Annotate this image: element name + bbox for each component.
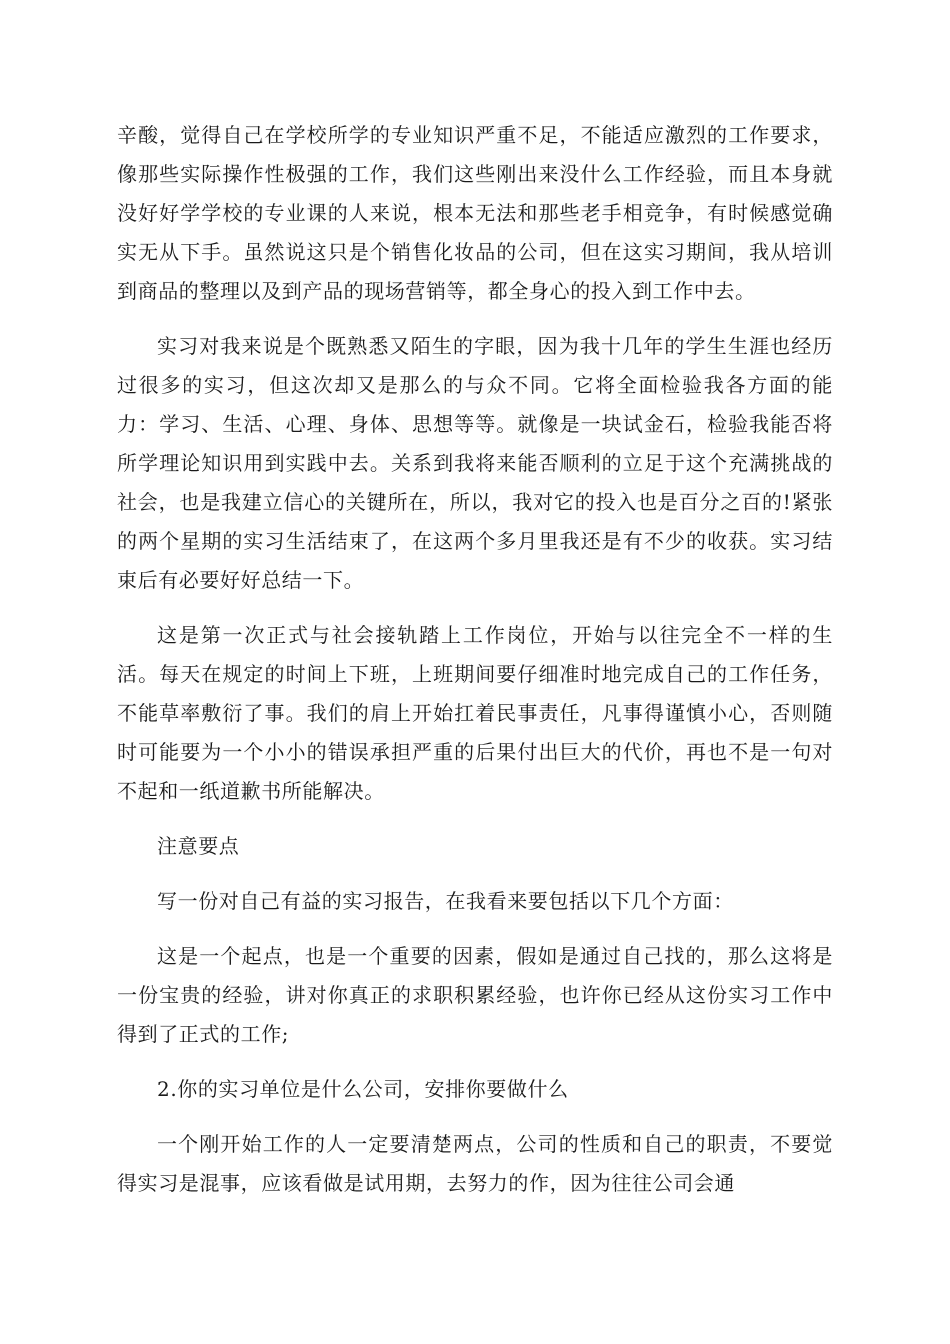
paragraph-2: 实习对我来说是个既熟悉又陌生的字眼，因为我十几年的学生生涯也经历过很多的实习，但这次却又是那么的与众不同。它将全面检验我各方面的能力：学习、生活、心理、身体、思想等等。就像是一块试金石，检验我能否将所学理论知识用到实践中去。关系到我将来能否顺利的立足于这个充满挑战的社会，也是我建立信心的关键所在，所以，我对它的投入也是百分之百的!紧张的两个星期的实习生活结束了，在这两个多月里我还是有不少的收获。实习结束后有必要好好总结一下。: [117, 334, 833, 592]
paragraph-3: 这是第一次正式与社会接轨踏上工作岗位，开始与以往完全不一样的生活。每天在规定的时间上下班，上班期间要仔细准时地完成自己的工作任务，不能草率敷衍了事。我们的肩上开始扛着民事责任，凡事得谨慎小心，否则随时可能要为一个小小的错误承担严重的后果付出巨大的代价，再也不是一句对不起和一纸道歉书所能解决。: [117, 623, 833, 803]
paragraph-5: 这是一个起点，也是一个重要的因素，假如是通过自己找的，那么这将是一份宝贵的经验，讲对你真正的求职积累经验，也许你已经从这份实习工作中得到了正式的工作;: [117, 944, 833, 1046]
paragraph-6: 一个刚开始工作的人一定要清楚两点，公司的性质和自己的职责，不要觉得实习是混事，应该看做是试用期，去努力的作，因为往往公司会通: [117, 1132, 833, 1195]
paragraph-1: 辛酸，觉得自己在学校所学的专业知识严重不足，不能适应激烈的工作要求，像那些实际操作性极强的工作，我们这些刚出来没什么工作经验，而且本身就没好好学学校的专业课的人来说，根本无法和那些老手相竞争，有时候感觉确实无从下手。虽然说这只是个销售化妆品的公司，但在这实习期间，我从培训到商品的整理以及到产品的现场营销等，都全身心的投入到工作中去。: [117, 123, 833, 303]
section-heading-notes: 注意要点: [157, 834, 240, 858]
paragraph-4: 写一份对自己有益的实习报告，在我看来要包括以下几个方面：: [157, 889, 734, 913]
numbered-item-2: 2.你的实习单位是什么公司，安排你要做什么: [157, 1077, 569, 1101]
document-body: [117, 116, 833, 1219]
